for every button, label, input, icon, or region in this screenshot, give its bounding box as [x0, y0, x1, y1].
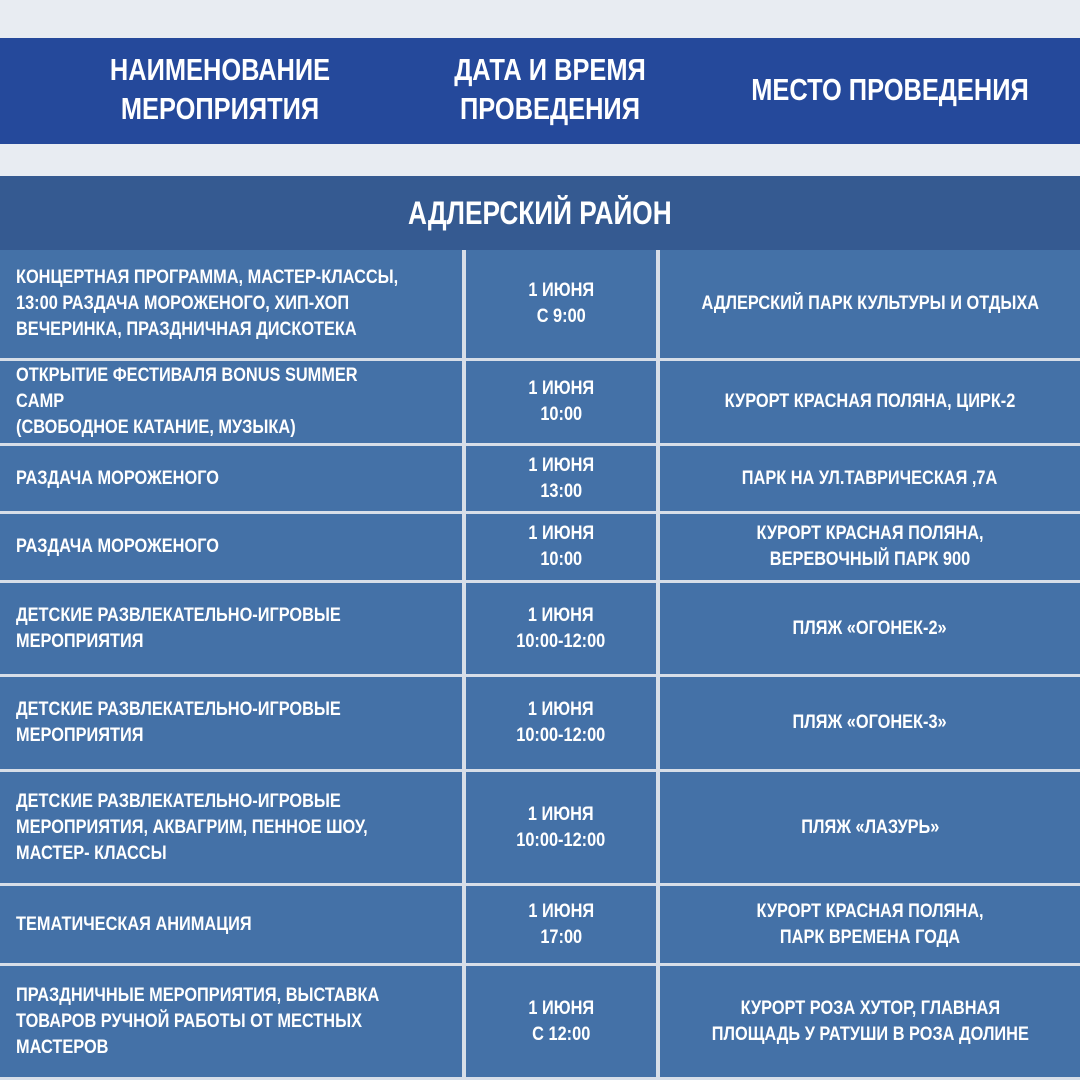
datetime-text: 1 ИЮНЯ 17:00 [528, 900, 594, 948]
event-text: ДЕТСКИЕ РАЗВЛЕКАТЕЛЬНО-ИГРОВЫЕ МЕРОПРИЯТИЯ [16, 699, 341, 746]
datetime-cell [466, 583, 656, 674]
event-text: ДЕТСКИЕ РАЗВЛЕКАТЕЛЬНО-ИГРОВЫЕ МЕРОПРИЯТИЯ [16, 604, 341, 652]
datetime-cell [466, 886, 656, 963]
datetime-cell [466, 514, 656, 580]
place-cell [660, 250, 1080, 358]
datetime-cell [466, 446, 656, 511]
table-row [0, 361, 1080, 446]
events-table [0, 250, 1080, 1080]
table-row [0, 772, 1080, 886]
event-text: РАЗДАЧА МОРОЖЕНОГО [16, 536, 219, 557]
place-cell [660, 361, 1080, 443]
event-cell [0, 886, 462, 963]
datetime-text: 1 ИЮНЯ 10:00-12:00 [516, 699, 606, 746]
place-text: ПЛЯЖ «ЛАЗУРЬ» [800, 816, 940, 838]
place-text: ПАРК НА УЛ.ТАВРИЧЕСКАЯ ,7А [742, 467, 998, 489]
datetime-text: 1 ИЮНЯ 10:00-12:00 [516, 604, 606, 652]
header-event-name: НАИМЕНОВАНИЕ МЕРОПРИЯТИЯ [109, 52, 331, 126]
event-cell [0, 583, 462, 674]
event-text: КОНЦЕРТНАЯ ПРОГРАММА, МАСТЕР-КЛАССЫ, 13:00 РАЗДАЧА МОРОЖЕНОГО, ХИП-ХОП ВЕЧЕРИНКА, ПРАЗДНИЧНАЯ ДИСКОТЕКА [16, 267, 399, 340]
table-row [0, 677, 1080, 772]
place-cell [660, 677, 1080, 769]
datetime-cell [466, 772, 656, 883]
place-cell [660, 514, 1080, 580]
place-cell [660, 772, 1080, 883]
table-header [0, 38, 1080, 144]
place-text: КУРОРТ КРАСНАЯ ПОЛЯНА, ПАРК ВРЕМЕНА ГОДА [756, 900, 984, 948]
table-row [0, 966, 1080, 1080]
event-cell [0, 772, 462, 883]
table-row [0, 886, 1080, 966]
event-cell [0, 250, 462, 358]
datetime-text: 1 ИЮНЯ С 9:00 [528, 280, 594, 327]
place-text: ПЛЯЖ «ОГОНЕК-3» [792, 712, 948, 733]
event-text: ПРАЗДНИЧНЫЕ МЕРОПРИЯТИЯ, ВЫСТАВКА ТОВАРОВ РУЧНОЙ РАБОТЫ ОТ МЕСТНЫХ МАСТЕРОВ [16, 984, 380, 1058]
event-text: РАЗДАЧА МОРОЖЕНОГО [16, 467, 219, 489]
place-text: КУРОРТ РОЗА ХУТОР, ГЛАВНАЯ ПЛОЩАДЬ У РАТУШИ В РОЗА ДОЛИНЕ [711, 997, 1029, 1045]
event-text: ТЕМАТИЧЕСКАЯ АНИМАЦИЯ [16, 913, 252, 935]
place-text: ПЛЯЖ «ОГОНЕК-2» [792, 617, 948, 639]
datetime-cell [466, 361, 656, 443]
header-date-time: ДАТА И ВРЕМЯ ПРОВЕДЕНИЯ [454, 52, 646, 126]
table-row [0, 250, 1080, 361]
event-text: ОТКРЫТИЕ ФЕСТИВАЛЯ BONUS SUMMER CAMP (СВОБОДНОЕ КАТАНИЕ, МУЗЫКА) [16, 365, 358, 438]
table-row [0, 583, 1080, 677]
datetime-cell [466, 250, 656, 358]
datetime-cell [466, 966, 656, 1077]
datetime-text: 1 ИЮНЯ 10:00 [528, 378, 594, 425]
table-row [0, 446, 1080, 514]
event-cell [0, 966, 462, 1077]
datetime-cell [466, 677, 656, 769]
table-row [0, 514, 1080, 583]
place-text: АДЛЕРСКИЙ ПАРК КУЛЬТУРЫ И ОТДЫХА [701, 293, 1039, 314]
place-cell [660, 966, 1080, 1077]
event-cell [0, 446, 462, 511]
district-title [0, 176, 1080, 250]
datetime-text: 1 ИЮНЯ 10:00-12:00 [516, 803, 606, 851]
event-text: ДЕТСКИЕ РАЗВЛЕКАТЕЛЬНО-ИГРОВЫЕ МЕРОПРИЯТИЯ, АКВАГРИМ, ПЕННОЕ ШОУ, МАСТЕР- КЛАССЫ [16, 790, 368, 864]
place-cell [660, 886, 1080, 963]
event-cell [0, 514, 462, 580]
district-title-text: АДЛЕРСКИЙ РАЙОН [408, 194, 672, 231]
datetime-text: 1 ИЮНЯ 10:00 [528, 523, 594, 570]
datetime-text: 1 ИЮНЯ 13:00 [528, 454, 594, 502]
place-text: КУРОРТ КРАСНАЯ ПОЛЯНА, ЦИРК-2 [724, 391, 1016, 412]
place-cell [660, 446, 1080, 511]
event-cell [0, 677, 462, 769]
place-cell [660, 583, 1080, 674]
datetime-text: 1 ИЮНЯ С 12:00 [528, 997, 594, 1045]
header-venue: МЕСТО ПРОВЕДЕНИЯ [751, 72, 1029, 107]
event-cell [0, 361, 462, 443]
place-text: КУРОРТ КРАСНАЯ ПОЛЯНА, ВЕРЕВОЧНЫЙ ПАРК 900 [756, 523, 984, 570]
